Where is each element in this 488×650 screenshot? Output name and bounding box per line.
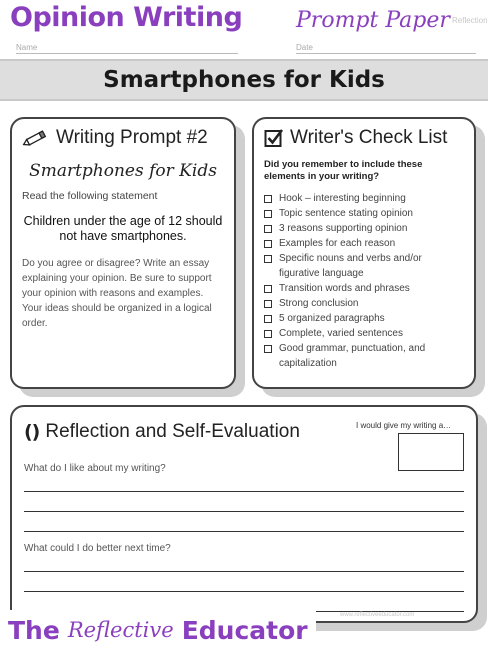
grade-box[interactable] (398, 433, 464, 471)
checklist-item-label: Examples for each reason (279, 238, 396, 249)
prompt-instruction: Read the following statement (22, 190, 158, 202)
date-field[interactable] (296, 43, 476, 54)
empty-checkbox-icon[interactable] (264, 195, 272, 203)
empty-checkbox-icon[interactable] (264, 255, 272, 263)
checklist-item-label: 5 organized paragraphs (279, 313, 385, 324)
checklist-item-label: Complete, varied sentences (279, 328, 403, 339)
writing-line[interactable] (24, 571, 464, 572)
checklist-item-label: 3 reasons supporting opinion (279, 223, 408, 234)
reflection-card (10, 405, 478, 623)
faint-corner-text: Reflection (452, 16, 488, 25)
faint-site-text: www.reflectiveeducator.com (340, 612, 415, 618)
checklist-item-label: Topic sentence stating opinion (279, 208, 413, 219)
name-field[interactable] (16, 43, 238, 54)
checklist-intro: Did you remember to include these elements in your writing? (264, 159, 423, 182)
brand-the: The (8, 615, 60, 645)
prompt-title: Writing Prompt #2 (56, 127, 208, 148)
checklist-header (264, 127, 464, 149)
checklist-item[interactable] (264, 206, 464, 221)
empty-checkbox-icon[interactable] (264, 345, 272, 353)
brand-logo (8, 610, 316, 650)
writing-line[interactable] (24, 511, 464, 512)
name-label: Name (16, 43, 38, 52)
checklist-title: Writer's Check List (290, 127, 448, 148)
writing-line[interactable] (24, 531, 464, 532)
checklist-item-label: Strong conclusion (279, 298, 359, 309)
checklist-item-label: Transition words and phrases (279, 283, 410, 294)
checklist-item[interactable] (264, 281, 464, 296)
banner-title: Smartphones for Kids (103, 67, 385, 93)
prompt-paragraph: Do you agree or disagree? Write an essay explaining your opinion. Be sure to support your opinion with reasons and examples. Your ideas should be organized in a logical order. (22, 258, 212, 329)
empty-checkbox-icon[interactable] (264, 330, 272, 338)
writing-prompt-card (10, 117, 236, 389)
checklist-item[interactable] (264, 221, 464, 236)
checklist-item-label: Hook – interesting beginning (279, 193, 406, 204)
grade-label: I would give my writing a… (356, 421, 452, 430)
page-subtitle-script: Prompt Paper (296, 8, 450, 33)
checklist-item[interactable] (264, 236, 464, 251)
date-label: Date (296, 43, 313, 52)
checklist-card (252, 117, 476, 389)
pencil-icon (22, 129, 50, 147)
empty-checkbox-icon[interactable] (264, 300, 272, 308)
brand-reflective: Reflective (67, 618, 174, 642)
prompt-script-subtitle: Smartphones for Kids (29, 161, 217, 181)
question-like: What do I like about my writing? (24, 463, 166, 474)
prompt-statement: Children under the age of 12 should not have smartphones. (23, 214, 223, 243)
checklist-item[interactable] (264, 341, 464, 371)
empty-checkbox-icon[interactable] (264, 225, 272, 233)
topic-banner (0, 59, 488, 101)
reflection-title: Reflection and Self-Evaluation (45, 421, 300, 442)
empty-checkbox-icon[interactable] (264, 285, 272, 293)
question-improve: What could I do better next time? (24, 543, 171, 554)
empty-checkbox-icon[interactable] (264, 315, 272, 323)
checklist-item-label: Good grammar, punctuation, and capitalization (279, 343, 426, 369)
checklist-item[interactable] (264, 251, 464, 281)
checklist (264, 191, 464, 371)
empty-checkbox-icon[interactable] (264, 240, 272, 248)
checklist-item-label: Specific nouns and verbs and/or figurative language (279, 253, 422, 279)
checklist-item[interactable] (264, 311, 464, 326)
checklist-item[interactable] (264, 191, 464, 206)
empty-checkbox-icon[interactable] (264, 210, 272, 218)
page-title: Opinion Writing (10, 2, 243, 33)
writing-line[interactable] (24, 591, 464, 592)
checklist-item[interactable] (264, 326, 464, 341)
reflection-header (24, 421, 300, 443)
writing-line[interactable] (24, 491, 464, 492)
prompt-header (22, 127, 224, 149)
brand-educator: Educator (181, 615, 308, 645)
checked-box-icon (264, 128, 284, 148)
parentheses-icon: () (24, 421, 40, 443)
checklist-item[interactable] (264, 296, 464, 311)
